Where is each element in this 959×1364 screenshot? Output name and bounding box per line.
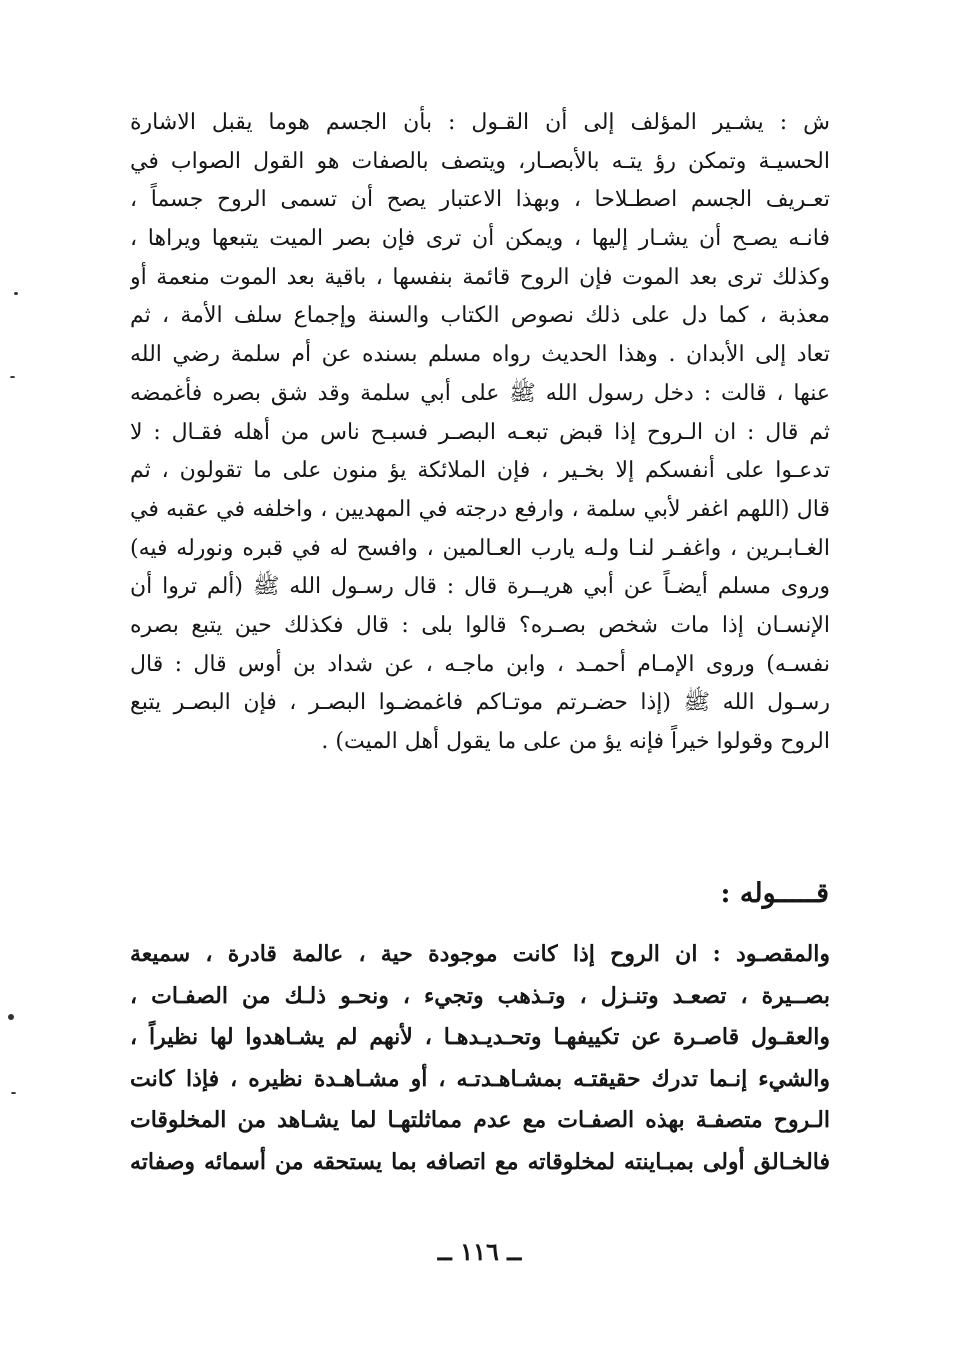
main-text-line: الـروح متصفـة بهذه الصفـات مع عدم مماثلتهـا لما يشـاهد من المخلوقات — [130, 1107, 830, 1133]
section-heading: قـــــوله : — [720, 878, 829, 909]
commentary-line: قال (اللهم اغفر لأبي سلمة ، وارفع درجته في المهديين ، واخلفه في عقبه في — [130, 496, 830, 522]
scan-speck — [11, 1092, 16, 1094]
commentary-line: وكذلك ترى بعد الموت فإن الروح قائمة بنفسها ، باقية بعد الموت منعمة أو — [130, 264, 830, 290]
commentary-line: ش : يشـير المؤلف إلى أن القـول : بأن الجسم هوما يقبل الاشارة — [130, 110, 830, 135]
commentary-line: معذبة ، كما دل على ذلك نصوص الكتاب والسنة وإجماع سلف الأمة ، ثم — [130, 303, 830, 329]
commentary-line: تعـريف الجسم اصطـلاحا ، وبهذا الاعتبار يصح أن تسمى الروح جسماً ، — [130, 187, 830, 213]
commentary-line: عنها ، قالت : دخل رسول الله ﷺ على أبي سلمة وقد شق بصره فأغمضه — [130, 380, 830, 406]
commentary-line: تدعـوا على أنفسكم إلا بخـير ، فإن الملائكة يؤ منون على ما تقولون ، ثم — [130, 458, 830, 484]
commentary-block — [130, 104, 830, 762]
main-text-line: بصــيرة ، تصعـد وتنـزل ، وتـذهب وتجيء ، ونحـو ذلـك من الصفـات ، — [130, 982, 830, 1009]
main-text-line: فالخـالق أولى بمبـاينته لمخلوقاته مع اتصافه بما يستحقه من أسمائه وصفاته — [130, 1148, 830, 1175]
scan-speck — [8, 1014, 14, 1020]
main-text-line: والعقـول قاصـرة عن تكييفهـا وتحـديـدهـا ، لأنهم لم يشـاهدوا لها نظيراً ، — [130, 1024, 830, 1050]
commentary-line: فانـه يصـح أن يشـار إليها ، ويمكن أن ترى فإن بصر الميت يتبعها ويراها ، — [130, 226, 830, 252]
commentary-line: الحسيـة وتمكن رؤ يتـه بالأبصـار، ويتصف بالصفات هو القول الصواب في — [130, 148, 830, 174]
scan-speck — [14, 292, 18, 295]
commentary-line: الغـابـرين ، واغفـر لنـا ولـه يارب العـالمين ، وافسح له في قبره ونورله فيه) — [130, 535, 830, 561]
commentary-line: الروح وقولوا خيراً فإنه يؤ من على ما يقول أهل الميت) . — [321, 729, 830, 754]
main-text-line: والشيء إنـما تدرك حقيقتـه بمشـاهـدتـه ، أو مشـاهـدة نظيره ، فإذا كانت — [130, 1065, 830, 1092]
commentary-line: تعاد إلى الأبدان . وهذا الحديث رواه مسلم بسنده عن أم سلمة رضي الله — [130, 342, 830, 368]
commentary-line: الإنسـان إذا مات شخص بصـره؟ قالوا بلى : قال فكذلك حين يتبع بصره — [130, 612, 830, 638]
scan-speck — [10, 376, 15, 378]
commentary-line: ثم قال : ان الـروح إذا قبض تبعـه البصـر فسبـح ناس من أهله فقـال : لا — [130, 419, 830, 445]
main-text-line: والمقصـود : ان الروح إذا كانت موجودة حية ، عالمة قادرة ، سميعة — [130, 941, 830, 967]
commentary-line: وروى مسلم أيضـاً عن أبي هريــرة قال : قال رسـول الله ﷺ (ألم تروا أن — [130, 574, 830, 600]
commentary-line: نفسـه) وروى الإمـام أحمـد ، وابن ماجـه ، عن شداد بن أوس قال : قال — [130, 651, 830, 677]
page-number: ــ ١١٦ ــ — [437, 1237, 522, 1266]
main-text-block — [130, 934, 830, 1183]
commentary-line: رسـول الله ﷺ (إذا حضـرتم موتـاكم فاغمضـوا البصـر ، فإن البصـر يتبع — [130, 690, 830, 716]
